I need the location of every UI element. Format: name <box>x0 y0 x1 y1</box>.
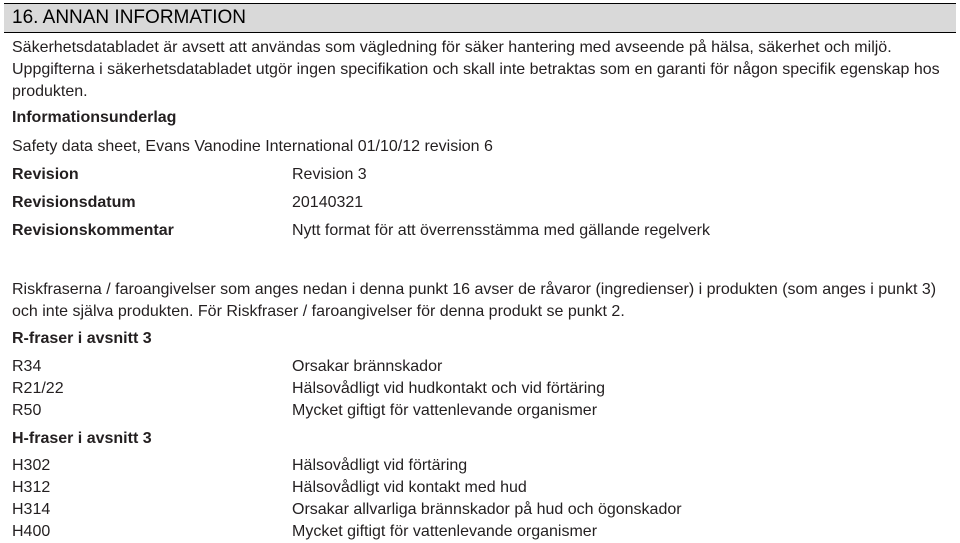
revision-label: Revision <box>12 166 79 183</box>
h-phrase-code: H312 <box>12 479 51 496</box>
h-phrase-text: Mycket giftigt för vattenlevande organismer <box>292 523 598 540</box>
h-phrase-code: H314 <box>12 501 51 518</box>
h-phrase-code: H302 <box>12 457 51 474</box>
risk-note-paragraph: Riskfraserna / faroangivelser som anges nedan i denna punkt 16 avser de råvaror (ingredienser) i produkten (som anges i punkt 3) och inte själva produkten. För Riskfraser / faroangivelser för denna produkt se punkt 2. <box>12 281 937 320</box>
revision-date-label: Revisionsdatum <box>12 194 136 211</box>
h-phrase-text: Hälsovådligt vid kontakt med hud <box>292 479 527 496</box>
revision-comment-label: Revisionskommentar <box>12 222 174 239</box>
h-phrase-text: Orsakar allvarliga brännskador på hud och ögonskador <box>292 501 682 518</box>
revision-value: Revision 3 <box>292 166 367 183</box>
intro-paragraph: Säkerhetsdatabladet är avsett att användas som vägledning för säker hantering med avseende på hälsa, säkerhet och miljö. Uppgifterna i säkerhetsdatabladet utgör ingen specifikation och skall inte betraktas som en garanti för någon specifik egenskap hos produkten. <box>12 39 940 100</box>
r-phrase-code: R34 <box>12 358 42 375</box>
h-phrase-text: Hälsovådligt vid förtäring <box>292 457 468 474</box>
r-phrase-code: R50 <box>12 402 42 419</box>
r-phrase-code: R21/22 <box>12 380 64 397</box>
section-title: 16. ANNAN INFORMATION <box>4 3 956 33</box>
r-phrase-text: Hälsovådligt vid hudkontakt och vid förtäring <box>292 380 606 397</box>
revision-date-value: 20140321 <box>292 194 364 211</box>
r-phrases-heading: R-fraser i avsnitt 3 <box>12 330 152 347</box>
revision-comment-value: Nytt format för att överrensstämma med gällande regelverk <box>292 222 710 239</box>
h-phrases-heading: H-fraser i avsnitt 3 <box>12 430 152 447</box>
info-source: Safety data sheet, Evans Vanodine International 01/10/12 revision 6 <box>12 138 493 155</box>
r-phrase-text: Orsakar brännskador <box>292 358 443 375</box>
info-heading: Informationsunderlag <box>12 109 177 126</box>
r-phrase-text: Mycket giftigt för vattenlevande organismer <box>292 402 598 419</box>
h-phrase-code: H400 <box>12 523 51 540</box>
